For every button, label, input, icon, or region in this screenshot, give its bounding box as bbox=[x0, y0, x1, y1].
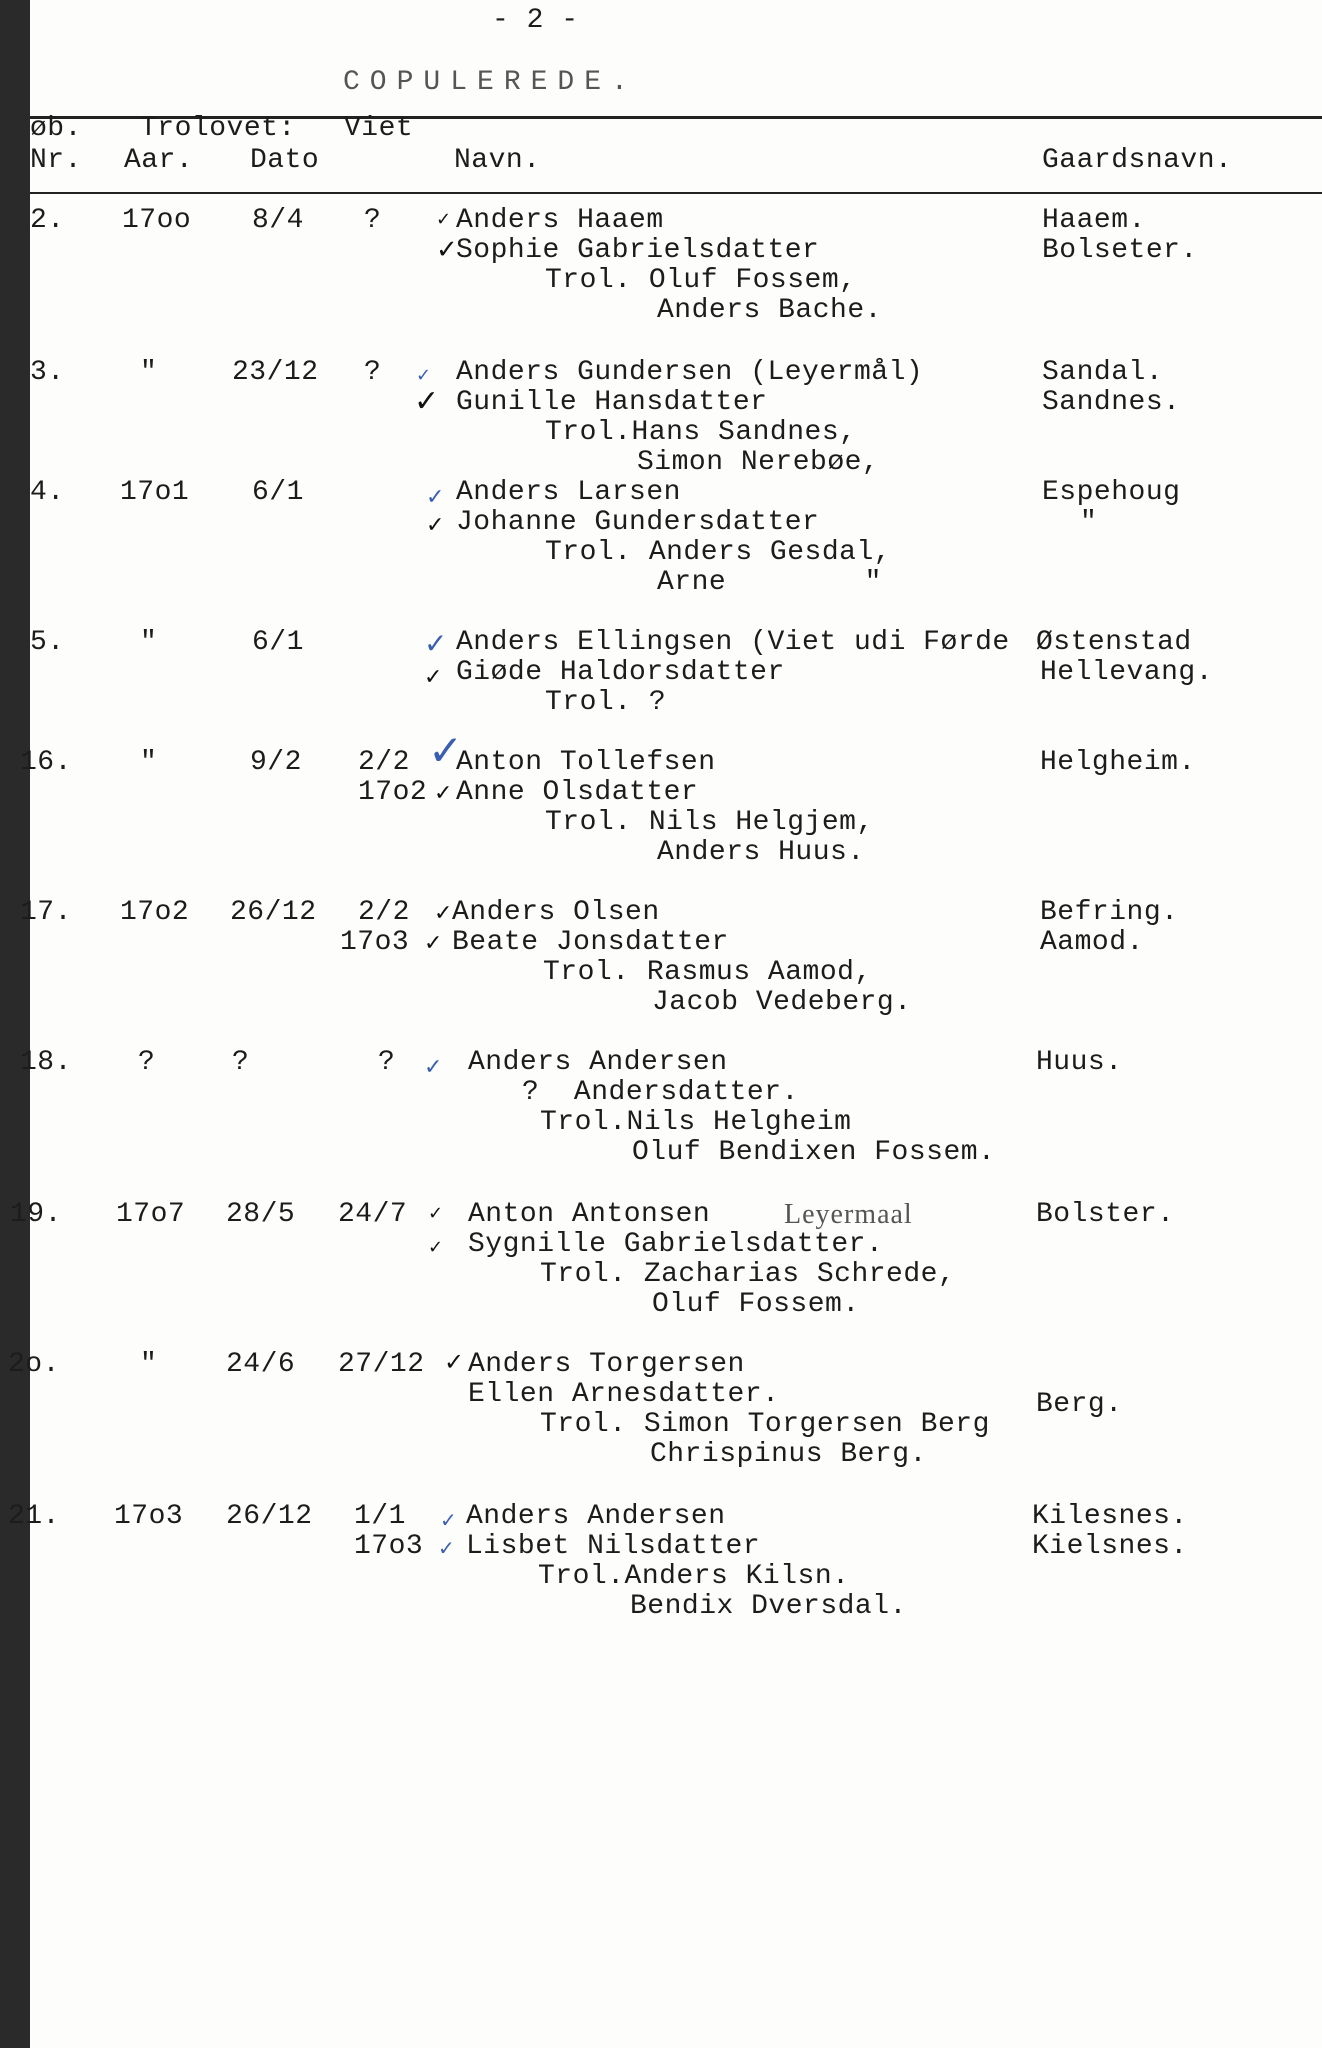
entry-gaard-groom: Huus. bbox=[1036, 1047, 1123, 1078]
entry-dato: ? bbox=[232, 1047, 250, 1078]
check-mark: ✓ bbox=[426, 513, 445, 538]
entry-nr: 3. bbox=[30, 357, 65, 388]
check-mark: ✓ bbox=[424, 627, 448, 660]
entry-gaard-groom: Kilesnes. bbox=[1032, 1501, 1188, 1532]
entry-gaard-groom: Helgheim. bbox=[1040, 747, 1196, 778]
entry-nr: 18. bbox=[20, 1047, 72, 1078]
entry-dato: 6/1 bbox=[252, 477, 304, 508]
header-nr: Nr. bbox=[30, 145, 82, 176]
entry-gaard-bride: Berg. bbox=[1036, 1389, 1123, 1420]
entry-witness-2: Simon Nerebøe, bbox=[637, 447, 880, 478]
entry-gaard-groom: Bolster. bbox=[1036, 1199, 1175, 1230]
entry-aar: " bbox=[140, 627, 158, 658]
entry-nr: 21. bbox=[8, 1501, 60, 1532]
entry-name-groom: Anders Olsen bbox=[452, 897, 660, 928]
entry-witness-2: Chrispinus Berg. bbox=[650, 1439, 927, 1470]
entry-dato: 6/1 bbox=[252, 627, 304, 658]
entry-witness-1: Trol. Rasmus Aamod, bbox=[543, 957, 872, 988]
entry-aar: " bbox=[140, 357, 158, 388]
entry-gaard-bride: Kielsnes. bbox=[1032, 1531, 1188, 1562]
entry-dato: 9/2 bbox=[250, 747, 302, 778]
entry-gaard-bride: " bbox=[1080, 507, 1098, 538]
entry-viet: 2/2 bbox=[358, 897, 410, 928]
entry-dato: 8/4 bbox=[252, 205, 304, 236]
entry-name-bride: Ellen Arnesdatter. bbox=[468, 1379, 780, 1410]
entry-witness-1: Trol.Hans Sandnes, bbox=[545, 417, 857, 448]
entry-aar: ? bbox=[138, 1047, 156, 1078]
entry-name-groom: Anders Torgersen bbox=[468, 1349, 745, 1380]
entry-name-groom: Anders Andersen bbox=[468, 1047, 728, 1078]
entry-gaard-groom: Østenstad bbox=[1036, 627, 1192, 658]
entry-viet: 1/1 bbox=[354, 1501, 406, 1532]
header-navn: Navn. bbox=[454, 145, 541, 176]
entry-aar: 17o3 bbox=[114, 1501, 184, 1532]
entry-name-groom: Anton Antonsen bbox=[468, 1199, 711, 1230]
header-aar: Aar. bbox=[124, 145, 194, 176]
check-mark: ✓ bbox=[436, 209, 452, 230]
check-mark: ✓ bbox=[424, 931, 443, 956]
entry-witness-2: Arne " bbox=[657, 567, 882, 598]
entry-dato: 23/12 bbox=[232, 357, 319, 388]
entry-witness-2: Anders Huus. bbox=[657, 837, 865, 868]
entry-dato: 26/12 bbox=[226, 1501, 313, 1532]
check-mark: ✓ bbox=[426, 485, 445, 510]
entry-viet: ? bbox=[378, 1047, 396, 1078]
check-mark: ✓ bbox=[428, 1203, 444, 1224]
entry-name-bride: Giøde Haldorsdatter bbox=[456, 657, 785, 688]
entry-dato: 24/6 bbox=[226, 1349, 296, 1380]
check-mark: ✓ bbox=[434, 781, 453, 806]
check-mark: ✓ bbox=[424, 665, 443, 690]
entry-name-bride: Anne Olsdatter bbox=[456, 777, 699, 808]
entry-witness-2: Oluf Fossem. bbox=[652, 1289, 860, 1320]
entry-name-bride: Gunille Hansdatter bbox=[456, 387, 768, 418]
entry-aar: " bbox=[140, 1349, 158, 1380]
check-mark: ✓ bbox=[416, 365, 432, 386]
entry-nr: 2o. bbox=[8, 1349, 60, 1380]
entry-name-bride: Sophie Gabrielsdatter bbox=[456, 235, 820, 266]
entry-nr: 4. bbox=[30, 477, 65, 508]
entry-name-bride: Johanne Gundersdatter bbox=[456, 507, 820, 538]
header-lob: øb. bbox=[30, 113, 82, 144]
header-dato: Dato bbox=[250, 145, 320, 176]
entry-note: Leyermaal bbox=[784, 1199, 913, 1230]
entry-witness-2: Anders Bache. bbox=[657, 295, 882, 326]
check-mark: ✓ bbox=[444, 1348, 465, 1376]
check-mark: ✓ bbox=[424, 1055, 443, 1080]
entry-witness-1: Trol.Nils Helgheim bbox=[540, 1107, 852, 1138]
entry-nr: 19. bbox=[10, 1199, 62, 1230]
entry-aar: 17o2 bbox=[120, 897, 190, 928]
entry-nr: 5. bbox=[30, 627, 65, 658]
entry-witness-2: Oluf Bendixen Fossem. bbox=[632, 1137, 996, 1168]
entry-nr: 16. bbox=[20, 747, 72, 778]
page-number: - 2 - bbox=[492, 5, 579, 36]
entry-name-groom: Anders Haaem bbox=[456, 205, 664, 236]
header-gaardsnavn: Gaardsnavn. bbox=[1042, 145, 1233, 176]
entry-name-groom: Anders Andersen bbox=[466, 1501, 726, 1532]
entry-witness-2: Jacob Vedeberg. bbox=[652, 987, 912, 1018]
entry-viet-year: 17o2 bbox=[358, 777, 428, 808]
entry-name-bride: Lisbet Nilsdatter bbox=[466, 1531, 761, 1562]
entry-gaard-groom: Haaem. bbox=[1042, 205, 1146, 236]
entry-gaard-bride: Hellevang. bbox=[1040, 657, 1214, 688]
check-mark: ✓ bbox=[414, 384, 440, 419]
header-viet: Viet bbox=[344, 113, 414, 144]
check-mark: ✓ bbox=[428, 1237, 444, 1258]
entry-aar: 17o7 bbox=[116, 1199, 186, 1230]
entry-name-bride: Beate Jonsdatter bbox=[452, 927, 729, 958]
entry-nr: 17. bbox=[20, 897, 72, 928]
entry-nr: 2. bbox=[30, 205, 65, 236]
entry-aar: 17oo bbox=[122, 205, 192, 236]
check-mark: ✓ bbox=[434, 901, 453, 926]
entry-viet: 2/2 bbox=[358, 747, 410, 778]
entry-name-groom: Anton Tollefsen bbox=[456, 747, 716, 778]
entry-witness-2: Bendix Dversdal. bbox=[630, 1591, 907, 1622]
entry-dato: 28/5 bbox=[226, 1199, 296, 1230]
entry-witness-1: Trol. Oluf Fossem, bbox=[545, 265, 857, 296]
entry-name-groom: Anders Ellingsen (Viet udi Førde bbox=[456, 627, 1010, 658]
check-mark: ✓ bbox=[436, 235, 458, 265]
check-mark: ✓ bbox=[428, 726, 464, 775]
entry-witness-1: Trol. Anders Gesdal, bbox=[545, 537, 892, 568]
entry-gaard-groom: Espehoug bbox=[1042, 477, 1181, 508]
header-rule-bottom bbox=[30, 192, 1322, 194]
entry-viet: ? bbox=[364, 357, 382, 388]
entry-viet-year: 17o3 bbox=[340, 927, 410, 958]
entry-viet: 24/7 bbox=[338, 1199, 408, 1230]
entry-name-bride: Sygnille Gabrielsdatter. bbox=[468, 1229, 884, 1260]
section-title: COPULEREDE. bbox=[343, 67, 638, 98]
entry-witness-1: Trol. Zacharias Schrede, bbox=[540, 1259, 956, 1290]
check-mark: ✓ bbox=[438, 1536, 455, 1560]
entry-name-groom: Anders Gundersen (Leyermål) bbox=[456, 357, 924, 388]
entry-gaard-bride: Aamod. bbox=[1040, 927, 1144, 958]
entry-aar: " bbox=[140, 747, 158, 778]
entry-witness-1: Trol. Simon Torgersen Berg bbox=[540, 1409, 990, 1440]
entry-viet: 27/12 bbox=[338, 1349, 425, 1380]
entry-gaard-groom: Befring. bbox=[1040, 897, 1179, 928]
entry-name-bride: ? Andersdatter. bbox=[522, 1077, 799, 1108]
check-mark: ✓ bbox=[440, 1508, 457, 1532]
entry-aar: 17o1 bbox=[120, 477, 190, 508]
entry-witness-1: Trol. ? bbox=[545, 687, 667, 718]
entry-gaard-bride: Sandnes. bbox=[1042, 387, 1181, 418]
entry-viet-year: 17o3 bbox=[354, 1531, 424, 1562]
entry-name-groom: Anders Larsen bbox=[456, 477, 681, 508]
entry-gaard-groom: Sandal. bbox=[1042, 357, 1164, 388]
entry-witness-1: Trol. Nils Helgjem, bbox=[545, 807, 874, 838]
entry-viet: ? bbox=[364, 205, 382, 236]
entry-witness-1: Trol.Anders Kilsn. bbox=[538, 1561, 850, 1592]
entry-gaard-bride: Bolseter. bbox=[1042, 235, 1198, 266]
header-trolovet: Trolovet: bbox=[140, 113, 296, 144]
entry-dato: 26/12 bbox=[230, 897, 317, 928]
